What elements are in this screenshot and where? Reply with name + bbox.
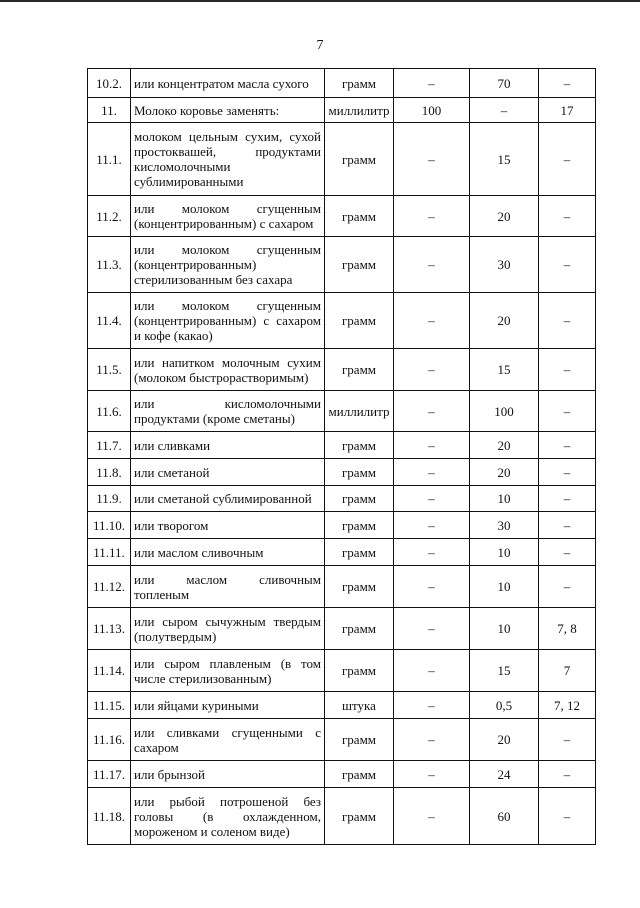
unit-cell: грамм xyxy=(325,123,394,196)
value-cell-3: – xyxy=(539,539,596,566)
unit-cell: грамм xyxy=(325,608,394,650)
value-cell-3: – xyxy=(539,237,596,293)
product-name-cell: или сыром плавленым (в том числе стерилизованным) xyxy=(131,650,325,692)
row-number-cell: 11.4. xyxy=(88,293,131,349)
unit-cell: грамм xyxy=(325,486,394,512)
value-cell-3: – xyxy=(539,432,596,459)
value-cell-3: 17 xyxy=(539,98,596,123)
value-cell-2: 15 xyxy=(470,349,539,391)
value-cell-1: – xyxy=(394,512,470,539)
unit-cell: миллилитр xyxy=(325,391,394,432)
value-cell-1: – xyxy=(394,650,470,692)
value-cell-1: – xyxy=(394,788,470,845)
row-number-cell: 11.5. xyxy=(88,349,131,391)
value-cell-1: – xyxy=(394,69,470,98)
value-cell-2: 10 xyxy=(470,566,539,608)
row-number-cell: 11.14. xyxy=(88,650,131,692)
unit-cell: грамм xyxy=(325,432,394,459)
row-number-cell: 11.12. xyxy=(88,566,131,608)
table-row xyxy=(88,196,596,237)
value-cell-1: – xyxy=(394,692,470,719)
value-cell-1: – xyxy=(394,486,470,512)
unit-cell: грамм xyxy=(325,650,394,692)
value-cell-2: – xyxy=(470,98,539,123)
product-name-cell: или молоком сгущенным (концентрированным) с сахаром xyxy=(131,196,325,237)
product-name-cell: или сливками сгущенными с сахаром xyxy=(131,719,325,761)
table-row xyxy=(88,692,596,719)
unit-cell: грамм xyxy=(325,69,394,98)
unit-cell: грамм xyxy=(325,237,394,293)
value-cell-3: 7, 12 xyxy=(539,692,596,719)
page-number: 7 xyxy=(316,38,324,53)
table-row xyxy=(88,123,596,196)
table-row xyxy=(88,788,596,845)
product-name-cell: или молоком сгущенным (концентрированным) стерилизованным без сахара xyxy=(131,237,325,293)
table-row xyxy=(88,650,596,692)
value-cell-1: – xyxy=(394,293,470,349)
value-cell-2: 100 xyxy=(470,391,539,432)
product-name-cell: или маслом сливочным топленым xyxy=(131,566,325,608)
value-cell-1: – xyxy=(394,566,470,608)
value-cell-1: – xyxy=(394,237,470,293)
product-name-cell: или маслом сливочным xyxy=(131,539,325,566)
unit-cell: штука xyxy=(325,692,394,719)
value-cell-1: 100 xyxy=(394,98,470,123)
row-number-cell: 11.18. xyxy=(88,788,131,845)
value-cell-1: – xyxy=(394,719,470,761)
table-row xyxy=(88,432,596,459)
product-name-cell: или творогом xyxy=(131,512,325,539)
product-name-cell: или брынзой xyxy=(131,761,325,788)
table-row xyxy=(88,512,596,539)
value-cell-2: 70 xyxy=(470,69,539,98)
table-row xyxy=(88,459,596,486)
product-name-cell: или сливками xyxy=(131,432,325,459)
value-cell-2: 15 xyxy=(470,650,539,692)
unit-cell: грамм xyxy=(325,349,394,391)
value-cell-3: – xyxy=(539,566,596,608)
value-cell-2: 20 xyxy=(470,293,539,349)
row-number-cell: 11. xyxy=(88,98,131,123)
row-number-cell: 11.8. xyxy=(88,459,131,486)
value-cell-3: – xyxy=(539,761,596,788)
value-cell-1: – xyxy=(394,539,470,566)
row-number-cell: 11.15. xyxy=(88,692,131,719)
value-cell-2: 0,5 xyxy=(470,692,539,719)
value-cell-2: 10 xyxy=(470,539,539,566)
value-cell-1: – xyxy=(394,349,470,391)
value-cell-3: – xyxy=(539,293,596,349)
product-name-cell: или концентратом масла сухого xyxy=(131,69,325,98)
value-cell-1: – xyxy=(394,459,470,486)
row-number-cell: 11.16. xyxy=(88,719,131,761)
product-name-cell: или кисломолочными продуктами (кроме сметаны) xyxy=(131,391,325,432)
product-name-cell: или яйцами куриными xyxy=(131,692,325,719)
table-row xyxy=(88,608,596,650)
row-number-cell: 11.6. xyxy=(88,391,131,432)
value-cell-2: 20 xyxy=(470,719,539,761)
value-cell-1: – xyxy=(394,761,470,788)
row-number-cell: 11.9. xyxy=(88,486,131,512)
value-cell-2: 24 xyxy=(470,761,539,788)
table-row xyxy=(88,566,596,608)
product-name-cell: молоком цельным сухим, сухой простоквашей, продуктами кисломолочными сублимированными xyxy=(131,123,325,196)
row-number-cell: 11.3. xyxy=(88,237,131,293)
row-number-cell: 11.10. xyxy=(88,512,131,539)
value-cell-3: – xyxy=(539,512,596,539)
value-cell-1: – xyxy=(394,608,470,650)
value-cell-3: – xyxy=(539,391,596,432)
product-name-cell: или сметаной xyxy=(131,459,325,486)
unit-cell: грамм xyxy=(325,788,394,845)
value-cell-2: 30 xyxy=(470,512,539,539)
unit-cell: грамм xyxy=(325,459,394,486)
value-cell-3: 7 xyxy=(539,650,596,692)
row-number-cell: 11.17. xyxy=(88,761,131,788)
value-cell-3: – xyxy=(539,69,596,98)
value-cell-1: – xyxy=(394,432,470,459)
product-name-cell: или молоком сгущенным (концентрированным) с сахаром и кофе (какао) xyxy=(131,293,325,349)
value-cell-2: 20 xyxy=(470,432,539,459)
table-row xyxy=(88,761,596,788)
table-row xyxy=(88,98,596,123)
table-row xyxy=(88,293,596,349)
row-number-cell: 11.1. xyxy=(88,123,131,196)
value-cell-3: – xyxy=(539,349,596,391)
value-cell-3: – xyxy=(539,459,596,486)
scan-edge-line xyxy=(0,0,640,2)
value-cell-2: 10 xyxy=(470,486,539,512)
value-cell-1: – xyxy=(394,196,470,237)
unit-cell: грамм xyxy=(325,293,394,349)
value-cell-2: 60 xyxy=(470,788,539,845)
product-name-cell: Молоко коровье заменять: xyxy=(131,98,325,123)
value-cell-3: – xyxy=(539,719,596,761)
product-name-cell: или рыбой потрошеной без головы (в охлажденном, мороженом и соленом виде) xyxy=(131,788,325,845)
row-number-cell: 11.11. xyxy=(88,539,131,566)
value-cell-3: – xyxy=(539,486,596,512)
table-row xyxy=(88,719,596,761)
table-row xyxy=(88,69,596,98)
unit-cell: грамм xyxy=(325,539,394,566)
value-cell-2: 20 xyxy=(470,196,539,237)
table-row xyxy=(88,391,596,432)
value-cell-3: – xyxy=(539,123,596,196)
value-cell-1: – xyxy=(394,391,470,432)
table-row xyxy=(88,486,596,512)
product-name-cell: или напитком молочным сухим (молоком быстрорастворимым) xyxy=(131,349,325,391)
row-number-cell: 11.7. xyxy=(88,432,131,459)
value-cell-2: 10 xyxy=(470,608,539,650)
product-name-cell: или сыром сычужным твердым (полутвердым) xyxy=(131,608,325,650)
row-number-cell: 10.2. xyxy=(88,69,131,98)
table-row xyxy=(88,237,596,293)
row-number-cell: 11.13. xyxy=(88,608,131,650)
table-row xyxy=(88,539,596,566)
unit-cell: грамм xyxy=(325,512,394,539)
unit-cell: грамм xyxy=(325,719,394,761)
value-cell-2: 15 xyxy=(470,123,539,196)
unit-cell: грамм xyxy=(325,196,394,237)
replacement-table xyxy=(87,68,596,845)
value-cell-3: – xyxy=(539,196,596,237)
value-cell-1: – xyxy=(394,123,470,196)
value-cell-3: – xyxy=(539,788,596,845)
value-cell-2: 20 xyxy=(470,459,539,486)
value-cell-3: 7, 8 xyxy=(539,608,596,650)
unit-cell: миллилитр xyxy=(325,98,394,123)
table-row xyxy=(88,349,596,391)
product-name-cell: или сметаной сублимированной xyxy=(131,486,325,512)
value-cell-2: 30 xyxy=(470,237,539,293)
row-number-cell: 11.2. xyxy=(88,196,131,237)
unit-cell: грамм xyxy=(325,761,394,788)
unit-cell: грамм xyxy=(325,566,394,608)
